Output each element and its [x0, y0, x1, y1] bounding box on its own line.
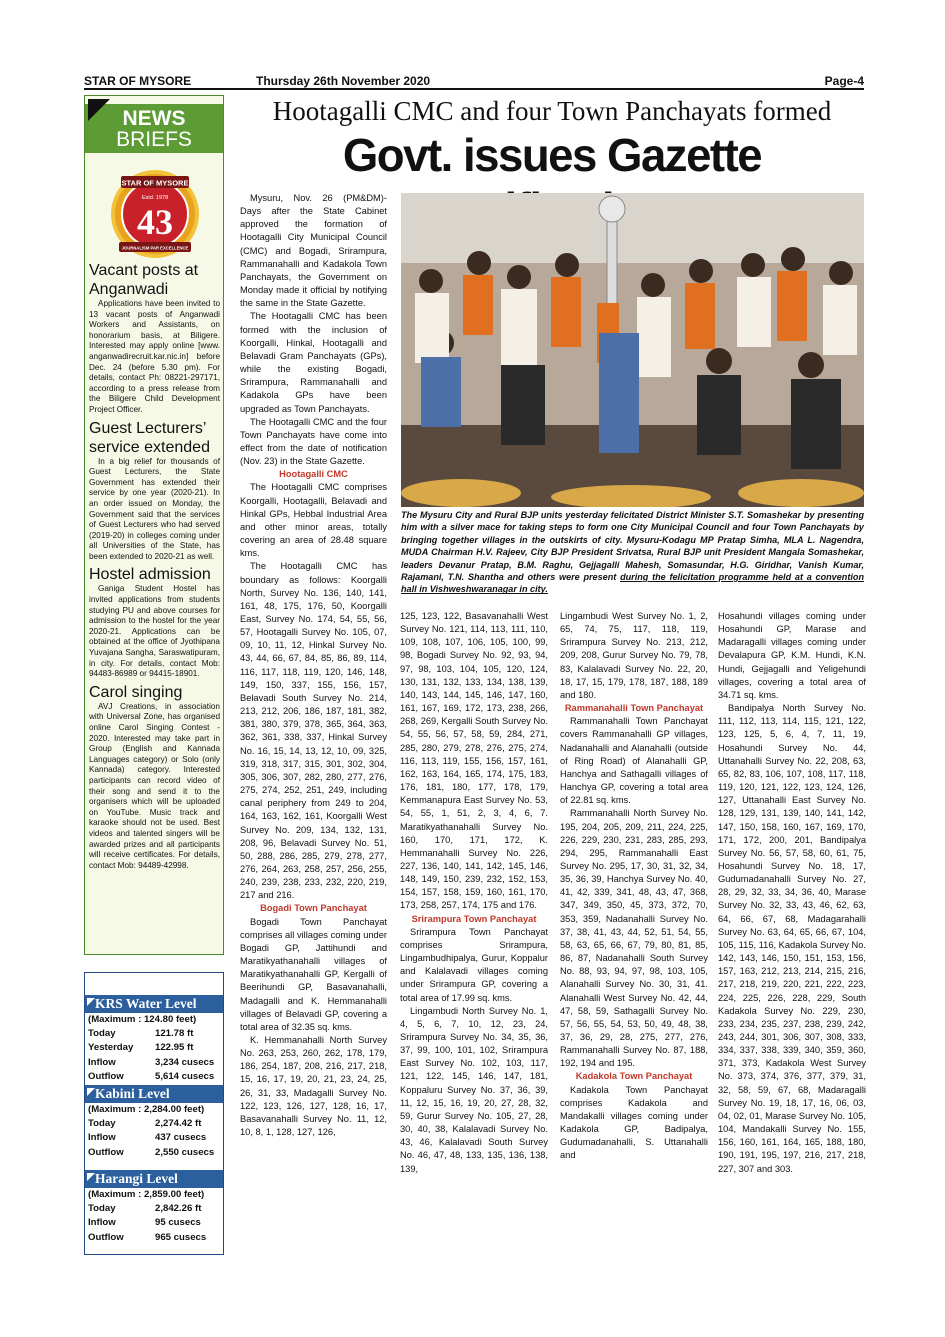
water-row-value: 2,274.42 ft: [155, 1118, 202, 1129]
photo-caption: [401, 509, 864, 596]
article-headline: Govt. issues Gazette: [342, 129, 762, 181]
article-paragraph: 125, 123, 122, Basavanahalli West Survey No. 121, 114, 113, 111, 110, 109, 108, 107, 106, 105, 100, 99, 98, Bogadi Survey No. 92, 93, 94, 97, 98, 103, 104, 105, 120, 124, 130, 131, 132, 133, 134, 138, 139, 140, 143, 144, 145, 146, 147, 160, 161, 167, 169, 172, 173, 238, 266, 268, 269, Kergalli South Survey No. 54, 55, 56, 57, 58, 59, 284, 271, 285, 280, 279, 278, 276, 275, 274, 116, 113, 119, 155, 156, 157, 161, 162, 163, 164, 165, 174, 175, 183, 176, 181, 180, 177, 178, 179, Kemmanapura East Survey No. 53, 54, 55, 1, 51, 2, 3, 4, 6, 7. Maratikyathanahalli Survey No. 160, 170, 171, 172, K. Hemmanahalli Survey No. 226, 227, 136, 140, 141, 142, 145, 146, 148, 149, 150, 239, 232, 152, 153, 154, 157, 158, 159, 160, 161, 170, 173, 258, 257, 174, 175 and 176.: [400, 611, 548, 911]
water-row: [85, 1131, 223, 1145]
water-row-label: Outflow: [88, 1146, 124, 1158]
issue-date: Thursday 26th November 2020: [256, 74, 431, 88]
water-maximum: (Maximum : 2,859.00 feet): [88, 1189, 205, 1200]
emblem-bottom-text: JOURNALISM PAR EXCELLENCE: [121, 245, 189, 251]
article-paragraph: The Hootagalli CMC has been formed with the inclusion of Koorgalli, Hinkal, Hootagalli and Belavadi Gram Panchayats (GPs), while the existing Bogadi, Srirampura, Rammanahalli and Kadakola GPs have been upgraded as Town Panchayats.: [240, 311, 387, 414]
page-number: Page-4: [824, 74, 864, 88]
publication-name: STAR OF MYSORE: [84, 74, 192, 88]
kabini-level-block: [85, 1085, 223, 1160]
brief-body: In a big relief for thousands of Guest Lecturers, the State Government has extended their service by one year (2020-21). In an order issued on Monday, the Government said that the services of Guest Lecturers who had served (2019-20) in colleges coming under all Universities of the State, has been extended to 2020-21 as well.: [89, 456, 220, 561]
brief-body: Ganiga Student Hostel has invited applications from students studying PU and above courses for admission to the hostel for the year 2020-21. Applications can be obtained at the office of Jyothipana Yuvajana Sangha, Saraswatipuram, in city. For details, contact Mob: 94483-86989 or 94415-18901.: [89, 584, 220, 679]
water-row-value: 3,234 cusecs: [155, 1056, 215, 1068]
water-row: [85, 1056, 223, 1070]
article-paragraph: Bandipalya North Survey No. 111, 112, 113, 114, 115, 121, 122, 123, 125, 5, 6, 4, 7, 11, 19, Hosahundi Survey No. 44, Uttanahalli Survey No. 22, 208, 63, 65, 82, 83, 106, 107, 108, 117, 118, 119, 120, 121, 122, 123, 124, 126, 127, Uttanahalli East Survey No. 128, 129, 131, 139, 140, 141, 142, 147, 150, 158, 160, 167, 169, 170, 171, 172, 200, 201, Bandipalya Survey No. 56, 57, 58, 60, 61, 75, Hosahundi Survey No. 18, 17, Gudumadanahalli Survey No. 27, 28, 29, 32, 33, 34, 36, 40, Marase Survey No. 32, 33, 43, 46, 62, 63, 64, 66, 67, 68, Madagarahalli Survey No. 63, 64, 65, 66, 67, 104, 105, 115, 116, Kadakola Survey No. 142, 143, 146, 150, 151, 153, 156, 157, 163, 212, 213, 214, 215, 216, 217, 218, 219, 220, 221, 222, 223, 224, 225, 226, 228, 229, South Kadakola Survey No. 229, 230, 233, 234, 235, 237, 238, 239, 242, 243, 244, 301, 306, 307, 308, 333, 334, 337, 338, 339, 340, 359, 360, 371, 373, Kadakola West Survey No. 373, 374, 376, 377, 379, 31, 32, 58, 59, 67, 68, Madaragalli Survey No. 19, 18, 17, 16, 06, 03, 04, 02, 01, Marase Survey No. 105, 104, Mandakalli Survey No. 155, 156, 160, 161, 164, 165, 188, 180, 190, 191, 195, 197, 216, 217, 218, 227, 307 and 303.: [718, 703, 866, 1174]
water-row-label: Inflow: [88, 1132, 116, 1144]
briefs-list: [89, 258, 220, 871]
brief-body: AVJ Creations, in association with Universal Zone, has organised online Carol Singing Contest - 2020. Interested may take part in Group (English and Kannada Languages category) or Solo (only Kannada) category. Interested participants can record video of their song and send it to the organisers which will be uploaded on YouTube. Music track and karaoke should not be used. Best videos and talented singers will be awarded prizes and all participants will receive certificates. For details, contact Mob: 94489-42998.: [89, 701, 220, 870]
water-row-value: 2,842.26 ft: [155, 1203, 202, 1214]
brief-item: [89, 565, 220, 679]
article-paragraph: Lingambudi West Survey No. 1, 2, 65, 74, 75, 117, 118, 119, Srirampura Survey No. 213, 212, 209, 208, Gurur Survey No. 79, 78, 83, Kalalavadi Survey No. 22, 20, 18, 17, 15, 179, 178, 187, 188, 189 and 180.: [560, 611, 708, 700]
water-maximum: (Maximum : 2,284.00 feet): [88, 1104, 205, 1115]
caption-main: The Mysuru City and Rural BJP units yesterday felicitated District Minister S.T. Somashekar by presenting him with a silver mace for taking steps to form one City Municipal Council and four Town Panchayats by bringing together villages in the outskirts of city. Mysuru-Kodagu MP Pratap Simha, MLA L. Nagendra, MUDA Chairman H.V. Rajeev, City BJP President Srivatsa, Rural BJP unit President Mangala Somashekar, leaders Devanur Pratap, B.M. Raghu, Gejjagalli Mahesh, Somasundar, H.G. Giridhar, Vanish Kumar, Rajamani, T.N. Shantha and others were present: [401, 510, 864, 583]
water-row-label: Today: [88, 1118, 116, 1129]
water-block-title: Kabini Level: [85, 1085, 223, 1103]
water-row: [85, 1070, 223, 1084]
water-row: [85, 1231, 223, 1245]
water-row: [85, 1216, 223, 1230]
emblem-year: Estd. 1978: [141, 195, 169, 201]
article-paragraph: The Hootagalli CMC and the four Town Panchayats have come into effect from the date of notification (Nov. 23) in the State Gazette.: [240, 416, 387, 467]
water-row-value: 2,550 cusecs: [155, 1146, 215, 1158]
anniversary-emblem: [103, 166, 207, 262]
article-paragraph: Kadakola Town Panchayat comprises Kadakola and Mandakalli villages coming under Kadakola GP, Badipalya, Gudumadanahalli, S. Uttanahalli and: [560, 1084, 708, 1161]
corner-triangle-icon: [88, 99, 110, 121]
water-row: [85, 1146, 223, 1160]
felicitation-group-photo: [401, 193, 864, 507]
brief-item: [89, 261, 220, 416]
brief-item: [89, 419, 220, 563]
briefs-heading-line2: BRIEFS: [116, 128, 192, 151]
article-column-2: [400, 610, 548, 1176]
water-row: [85, 1117, 223, 1131]
water-row-label: Today: [88, 1028, 116, 1039]
article-paragraph: The Hootagalli CMC has boundary as follows: Koorgalli North, Survey No. 136, 140, 141, 161, 48, 175, 176, 50, Koorgalli East, Survey No. 174, 54, 55, 56, 57, Hootagalli Survey No. 105, 07, 09, 10, 11, 12, Hinkal Survey No. 43, 44, 66, 67, 84, 85, 86, 89, 114, 116, 117, 118, 119, 120, 146, 148, 149, 150, 337, 155, 156, 157, Belavadi South Survey No. 214, 213, 212, 206, 186, 187, 181, 382, 381, 380, 379, 378, 365, 364, 363, 362, 361, 338, 337, Hinkal Survey No. 16, 15, 14, 13, 12, 10, 09, 325, 319, 318, 317, 315, 301, 302, 304, 305, 306, 307, 282, 280, 277, 276, 275, 274, 252, 251, 249, including canal periphery from 249 to 204, 164, 163, 162, 161, Koorgalli West Survey No. 209, 134, 132, 131, 208, 96, Belavadi Survey No. 51, 50, 288, 286, 285, 279, 278, 277, 276, 264, 263, 258, 257, 256, 255, 240, 239, 238, 233, 232, 220, 219, 217 and 216.: [240, 561, 387, 901]
water-levels-box: [84, 972, 224, 1255]
article-column-4: [718, 610, 866, 1176]
water-row-label: Today: [88, 1203, 116, 1214]
article-paragraph: Mysuru, Nov. 26 (PM&DM)- Days after the State Cabinet approved the formation of Hootagalli City Municipal Council (CMC) and Bogadi, Srirampura, Rammanahalli and Kadakola Town Panchayats, the Government on Monday made it official by notifying the same in the State Gazette.: [240, 193, 387, 309]
header-rule: [84, 88, 864, 90]
brief-title: Guest Lecturers’ service extended: [89, 419, 210, 456]
event-photo: [401, 193, 864, 507]
water-row-value: 437 cusecs: [155, 1132, 207, 1144]
article-paragraph: Rammanahalli Town Panchayat covers Rammanahalli GP villages, Nadanahalli and Alanahalli (outside of Ring Road) of Alanahalli GP, Hanchya and Sathagalli villages of Hanchya GP, covering a total area of 22.81 sq. kms.: [560, 716, 708, 806]
article-column-3: [560, 610, 708, 1163]
brief-item: [89, 683, 220, 872]
water-block-title: KRS Water Level: [85, 995, 223, 1013]
krs-level-block: [85, 995, 223, 1085]
caption-underlined: during the felicitation programme held at a convention hall in Vishweshwaranagar in city.: [401, 572, 865, 595]
news-briefs-box: [84, 95, 224, 955]
water-row-value: 121.78 ft: [155, 1028, 194, 1039]
article-paragraph: Hosahundi villages coming under Hosahundi GP, Marase and Madaragalli villages coming under Devalapura GP, K.M. Hundi, K.N. Hundi, Gejjagalli and Yeligehundi villages, covering a total area of 34.71 sq. kms.: [718, 611, 866, 700]
brief-title: Vacant posts at Anganwadi: [89, 262, 199, 298]
brief-title: Hostel admission: [89, 566, 211, 584]
emblem-top-text: STAR OF MYSORE: [121, 178, 189, 188]
water-row-label: Yesterday: [88, 1042, 134, 1054]
water-maximum: (Maximum : 124.80 feet): [88, 1014, 197, 1025]
harangi-level-block: [85, 1170, 223, 1245]
water-row-label: Inflow: [88, 1056, 116, 1068]
section-subheading: Bogadi Town Panchayat: [260, 903, 367, 914]
water-row: [85, 1202, 223, 1216]
article-paragraph: Rammanahalli North Survey No. 195, 204, 205, 209, 211, 224, 225, 226, 229, 230, 231, 283, 285, 293, 294, 295, Rammanahalli East Survey No. 295, 17, 30, 31, 32, 34, 35, 36, 39, Hanchya Survey No. 40, 41, 42, 339, 341, 48, 43, 47, 368, 347, 349, 350, 45, 373, 372, 70, 353, 359, Nadanahalli Survey No. 37, 38, 41, 43, 44, 52, 51, 54, 55, 58, 63, 65, 66, 67, 79, 80, 81, 85, 86, 87, Nadanahalli South Survey No. 88, 93, 94, 97, 98, 103, 105, Alanahalli Survey No. 30, 31, 41. Alanahalli West Survey No. 42, 44, 47, 58, 59, Sathagalli Survey No. 57, 56, 55, 54, 53, 50, 49, 48, 38, 37, 36, 29, 28, 275, 277, 276, Rammanahalli Survey No. 87, 188, 192, 194 and 195.: [560, 808, 708, 1069]
water-row-value: 122.95 ft: [155, 1042, 194, 1054]
water-row-value: 95 cusecs: [155, 1217, 201, 1229]
section-subheading: Hootagalli CMC: [279, 469, 348, 480]
water-row-value: 965 cusecs: [155, 1231, 207, 1243]
brief-body: Applications have been invited to 13 vacant posts of Anganwadi Workers and Assistants, on honorarium basis, at Biligere. Interested may apply online [www. anganwadirecruit.kar.nic.in] before Dec. 24 (before 5.30 pm). For details, contact Ph: 08221-297171, according to a press release from the Biligere Child Development Project Officer.: [89, 299, 220, 414]
article-paragraph: The Hootagalli CMC comprises Koorgalli, Hootagalli, Belavadi and Hinkal GPs, Hebbal Industrial Area and other minor areas, totally covering an area of 28.48 square kms.: [240, 482, 387, 559]
article-paragraph: K. Hemmanahalli North Survey No. 263, 253, 260, 262, 178, 179, 186, 254, 187, 208, 216, 217, 218, 15, 16, 17, 19, 20, 21, 23, 24, 25, 26, 31, 33, Madagalli Survey No. 122, 123, 126, 127, 128, 16, 17, Basavanahalli Survey No. 11, 12, 10, 8, 1, 128, 127, 126,: [240, 1035, 387, 1138]
water-row: [85, 1041, 223, 1055]
water-row-value: 5,614 cusecs: [155, 1071, 215, 1083]
section-subheading: Kadakola Town Panchayat: [575, 1071, 693, 1082]
water-row-label: Outflow: [88, 1231, 124, 1243]
water-block-title: Harangi Level: [85, 1170, 223, 1188]
water-row: [85, 1027, 223, 1041]
water-row-label: Inflow: [88, 1217, 116, 1229]
briefs-heading-line1: NEWS: [122, 107, 186, 130]
emblem-number: 43: [137, 202, 173, 242]
article-kicker: Hootagalli CMC and four Town Panchayats formed: [272, 96, 832, 126]
article-paragraph: Lingambudi North Survey No. 1, 4, 5, 6, 7, 10, 12, 23, 24, Srirampura Survey No. 34, 35, 36, 37, 99, 100, 101, 102, Srirampura East Survey No. 102, 103, 117, 121, 122, 145, 146, 147, 181, Koppaluru Survey No. 37, 36, 39, 11, 12, 15, 16, 19, 20, 27, 28, 32, 59, Gurur Survey No. 105, 27, 28, 30, 40, 38, Kalalavadi Survey No. 43, 46, Kalalavadi South Survey No. 46, 47, 48, 133, 135, 136, 138, 139,: [400, 1005, 548, 1174]
section-subheading: Srirampura Town Panchayat: [411, 913, 537, 924]
article-paragraph: Bogadi Town Panchayat comprises all villages coming under Bogadi GP, Jattihundi and Maratikyathanahalli villages of Maratikyathanahalli GP, Kergalli of Beerihundi GP, Basavanahalli, Madagalli and K. Hemmanahalli villages of Belavadi GP, covering a total area of 32.35 sq. kms.: [240, 916, 387, 1032]
article-paragraph: Srirampura Town Panchayat comprises Srirampura, Lingambudhipalya, Gurur, Koppalur and Kalalavadi villages coming under Srirampura GP, covering a total area of 17.99 sq. kms.: [400, 926, 548, 1003]
water-row-label: Outflow: [88, 1071, 124, 1083]
brief-title: Carol singing: [89, 683, 183, 701]
section-subheading: Rammanahalli Town Panchayat: [564, 703, 704, 714]
article-column-1: [240, 192, 387, 1139]
